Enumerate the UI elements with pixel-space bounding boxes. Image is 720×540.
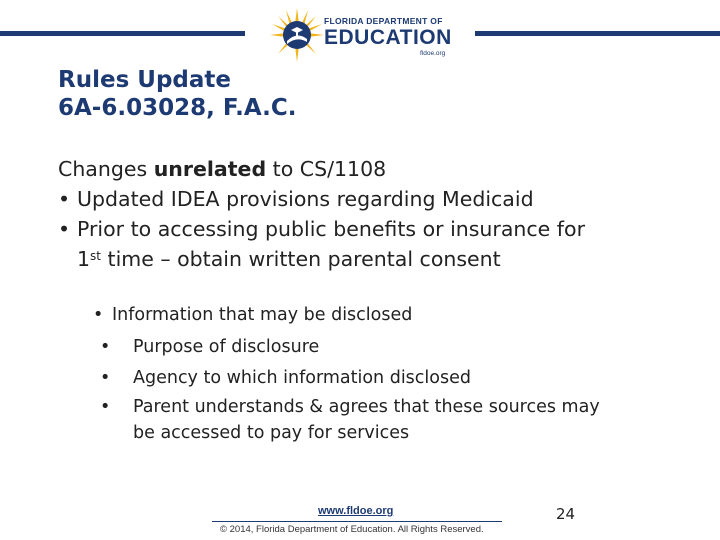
header-rule-right — [475, 31, 720, 36]
ordinal-number: 1 — [77, 247, 91, 271]
logo-department-text: FLORIDA DEPARTMENT OF — [324, 16, 443, 26]
logo-website-text: fldoe.org — [420, 50, 446, 57]
slide-title — [58, 66, 297, 122]
intro-prefix: Changes — [58, 157, 154, 181]
intro-suffix: to CS/1108 — [266, 157, 387, 181]
header-rule-left — [0, 31, 245, 36]
footer-copyright: © 2014, Florida Department of Education. All Rights Reserved. — [220, 524, 484, 535]
sub-item-purpose: • Purpose of disclosure — [100, 332, 600, 363]
page-number: 24 — [556, 505, 576, 523]
title-line-1: Rules Update — [58, 67, 231, 93]
bullet-consent-cont — [58, 244, 585, 274]
intro-emphasis: unrelated — [153, 157, 267, 181]
logo-education-text: EDUCATION — [324, 26, 452, 49]
sub-bullet-list — [93, 300, 412, 331]
sub-item-parent: • Parent understands & agrees that these sources may — [100, 394, 600, 421]
intro-line — [58, 154, 585, 184]
sub-item-agency: • Agency to which information disclosed — [100, 363, 600, 394]
ordinal-suffix: st — [90, 249, 102, 263]
slide-body — [58, 154, 585, 274]
bullet-consent-line1: Prior to accessing public benefits or insurance for — [77, 217, 585, 241]
bullet-consent — [58, 214, 585, 244]
sun-seal-icon — [268, 6, 326, 64]
bullet-medicaid: • Updated IDEA provisions regarding Medicaid — [58, 184, 585, 214]
sub-sub-bullet-list — [100, 332, 600, 445]
fldoe-logo — [268, 6, 464, 64]
title-line-2: 6A-6.03028, F.A.C. — [58, 95, 297, 121]
footer-website-link[interactable]: www.fldoe.org — [318, 505, 394, 517]
sub-item-parent-cont: be accessed to pay for services — [133, 423, 410, 443]
sub-bullet-information: • Information that may be disclosed — [93, 300, 412, 331]
bullet-consent-line2: time – obtain written parental consent — [101, 247, 501, 271]
footer-divider — [212, 521, 502, 522]
